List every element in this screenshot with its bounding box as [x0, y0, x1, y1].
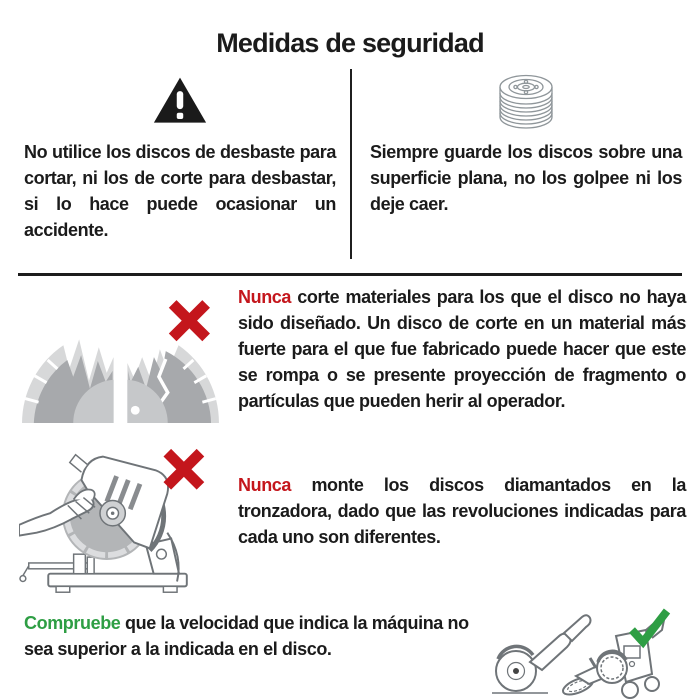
- page-title: Medidas de seguridad: [216, 28, 484, 58]
- footer-sentence: que la velocidad que indica la máquina no sea superior a la indicada en el disco.: [24, 613, 469, 659]
- top-right-panel: [352, 69, 700, 259]
- footer-text: [24, 610, 486, 662]
- horizontal-divider: [18, 273, 682, 276]
- prohibited-x-icon: [173, 304, 206, 337]
- rule-2-body: [238, 440, 700, 600]
- approved-cutting-machines-illustration: [486, 604, 693, 700]
- footer-text-block: [24, 610, 486, 662]
- rule-1-sentence: corte materiales para los que el disco no haya sido diseñado. Un disco de corte en un material más fuerte para el que fue fabricado puede hacer que este se rompa o se presente proyección de fragmento o partículas que pueden herir al operador.: [238, 287, 686, 411]
- rule-row-broken-disc: [0, 282, 700, 426]
- top-left-panel: [0, 69, 350, 259]
- warning-triangle-icon: [24, 69, 336, 133]
- broken-diamond-disc-illustration: [0, 282, 238, 426]
- top-section: [0, 69, 700, 259]
- rule-1-text: [238, 284, 686, 414]
- footer-keyword: Compruebe: [24, 613, 121, 633]
- disc-stack-icon: [370, 69, 682, 133]
- rule-2-sentence: monte los discos diamantados en la tronzadora, dado que las revoluciones indicadas para cada uno son diferentes.: [238, 475, 686, 547]
- chop-saw-illustration: [0, 440, 238, 600]
- footer-section: [0, 610, 700, 700]
- rule-row-chop-saw: [0, 440, 700, 600]
- rule-2-keyword: Nunca: [238, 475, 292, 495]
- rule-2-text: [238, 472, 686, 550]
- top-right-text: Siempre guarde los discos sobre una superficie plana, no los golpee ni los deje caer.: [370, 142, 682, 214]
- rule-1-body: [238, 282, 700, 426]
- prohibited-x-icon: [167, 453, 200, 486]
- top-left-text: No utilice los discos de desbaste para cortar, ni los de corte para desbastar, si lo hace puede ocasionar un accidente.: [24, 142, 336, 240]
- rule-1-keyword: Nunca: [238, 287, 292, 307]
